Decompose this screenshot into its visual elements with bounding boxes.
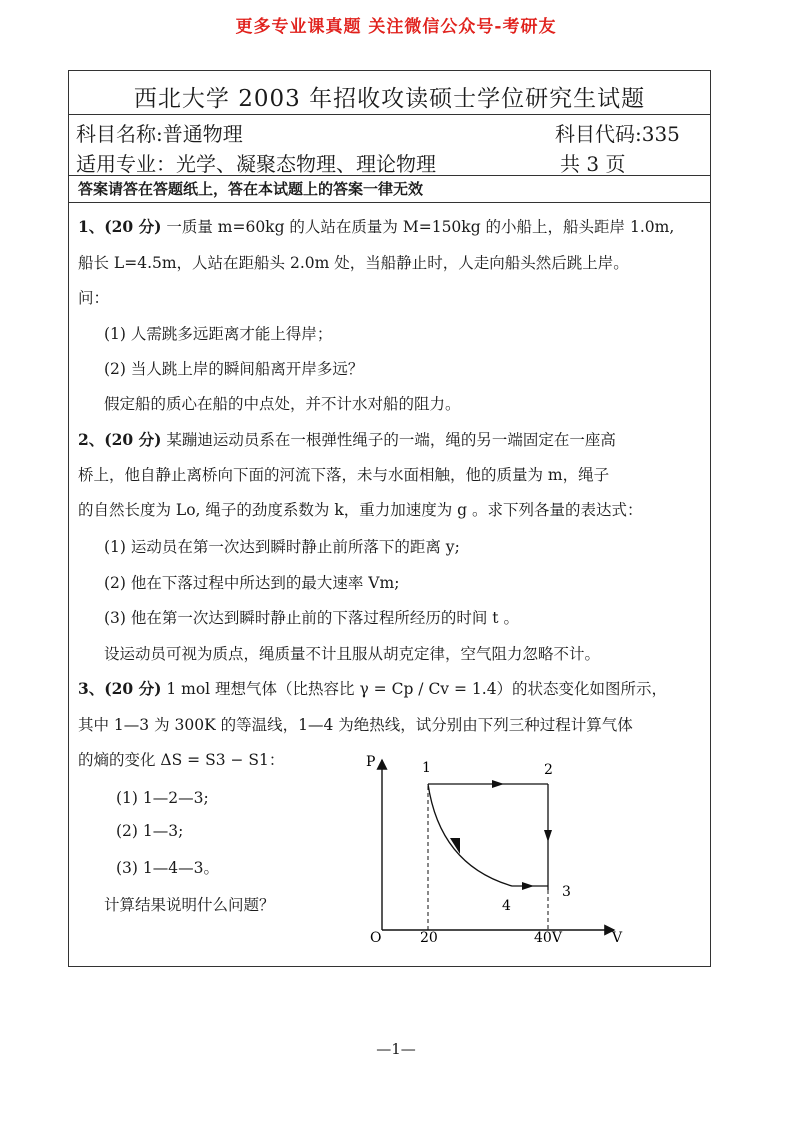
q2-line-3: 的自然长度为 Lo, 绳子的劲度系数为 k，重力加速度为 g 。求下列各量的表达式： [78, 501, 643, 519]
label-origin: O [370, 930, 382, 946]
arrow-2-3 [544, 830, 552, 842]
divider [68, 114, 711, 115]
arrow-1-2 [492, 780, 504, 788]
label-pt2: 2 [544, 762, 553, 778]
label-pt4: 4 [502, 898, 511, 914]
q2-line-1 [78, 428, 616, 450]
q3-sub-1: (1) 1—2—3; [116, 789, 209, 807]
answer-notice: 答案请答在答题纸上，答在本试题上的答案一律无效 [78, 180, 424, 198]
q1-note: 假定船的质心在船的中点处，并不计水对船的阻力。 [104, 395, 461, 413]
label-pt1: 1 [422, 760, 431, 776]
page-number: —1— [376, 1040, 416, 1058]
q2-sub-1: (1) 运动员在第一次达到瞬时静止前所落下的距离 y; [104, 538, 460, 556]
q2-line-2: 桥上，他自静止离桥向下面的河流下落，未与水面相触，他的质量为 m，绳子 [78, 466, 610, 484]
label-pt3: 3 [562, 884, 571, 900]
page-count: 共 3 页 [560, 152, 626, 176]
subject-name: 科目名称:普通物理 [76, 122, 243, 146]
tick-20: 20 [420, 930, 438, 946]
q2-sub-3: (3) 他在第一次达到瞬时静止前的下落过程所经历的时间 t 。 [104, 609, 519, 627]
label-p: P [366, 754, 376, 770]
q1-sub-2: (2) 当人跳上岸的瞬间船离开岸多远？ [104, 360, 364, 378]
q3-line-2: 其中 1—3 为 300K 的等温线，1—4 为绝热线，试分别由下列三种过程计算气体 [78, 716, 633, 734]
divider [68, 202, 711, 203]
process-1-4-3 [428, 784, 548, 886]
applicable-majors: 适用专业：光学、凝聚态物理、理论物理 [76, 152, 436, 176]
tick-40: 40V [534, 930, 562, 946]
q2-note: 设运动员可视为质点，绳质量不计且服从胡克定律，空气阻力忽略不计。 [104, 645, 601, 663]
q1-line-2: 船长 L=4.5m，人站在距船头 2.0m 处，当船静止时，人走向船头然后跳上岸。 [78, 254, 629, 272]
q3-sub-2: (2) 1—3; [116, 822, 184, 840]
q3-text-1: 1 mol 理想气体（比热容比 γ = Cp / Cv = 1.4）的状态变化如图所示， [161, 680, 668, 698]
divider [68, 175, 711, 176]
q3-note: 计算结果说明什么问题？ [104, 896, 275, 914]
q2-number: 2、(20 分) [78, 430, 162, 449]
q1-text-1: 一质量 m=60kg 的人站在质量为 M=150kg 的小船上，船头距岸 1.0m, [161, 218, 675, 236]
q2-text-1: 某蹦迪运动员系在一根弹性绳子的一端，绳的另一端固定在一座高 [161, 431, 616, 449]
arrow-4-3 [522, 882, 534, 890]
q3-line-1 [78, 677, 667, 699]
promo-banner: 更多专业课真题 关注微信公众号-考研友 [235, 17, 557, 37]
q3-number: 3、(20 分) [78, 679, 162, 698]
label-v: V [612, 930, 623, 946]
subject-code: 科目代码:335 [555, 122, 680, 146]
q1-sub-1: (1) 人需跳多远距离才能上得岸； [104, 325, 333, 343]
q3-line-3: 的熵的变化 ΔS = S3 − S1： [78, 751, 285, 769]
q1-line-1 [78, 215, 674, 237]
q2-sub-2: (2) 他在下落过程中所达到的最大速率 Vm; [104, 574, 400, 592]
exam-title: 西北大学 2003 年招收攻读硕士学位研究生试题 [133, 86, 646, 112]
pv-diagram [362, 750, 632, 950]
q1-number: 1、(20 分) [78, 217, 162, 236]
q3-sub-3: (3) 1—4—3。 [116, 859, 219, 877]
q1-line-3: 问： [78, 289, 110, 307]
